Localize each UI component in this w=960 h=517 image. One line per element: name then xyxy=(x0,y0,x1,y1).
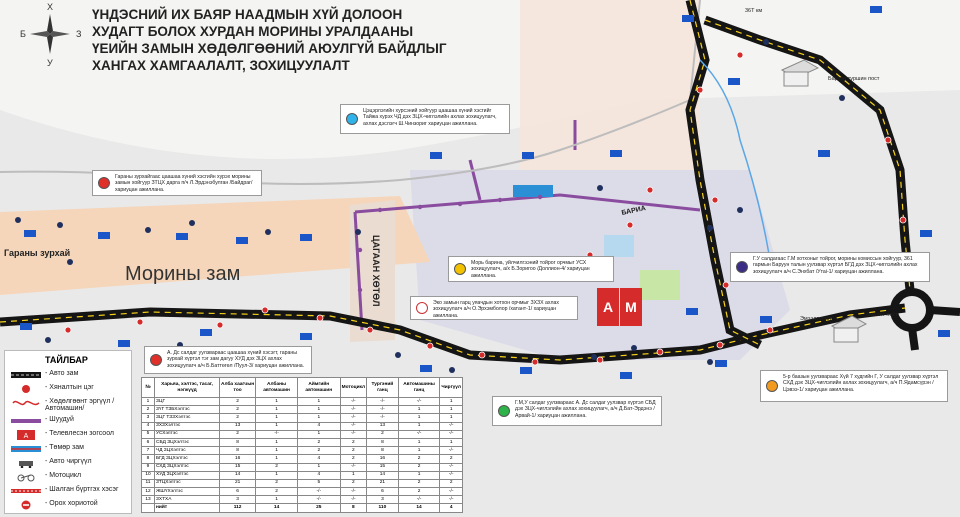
svg-text:А: А xyxy=(602,299,614,315)
table-cell: -/- xyxy=(340,488,366,496)
callout-text: Эко замын гарц уяачдын хотхон орчмыг ЗХЗХ ахлах зохицуулагч а/ч О.Эрхэмболор /хатант-1/ хариуцан ажиллана. xyxy=(433,300,559,319)
table-cell: -/- xyxy=(440,488,463,496)
table-cell: ХУД ЗЦХэлтэс xyxy=(155,471,220,479)
table-cell: 6 xyxy=(142,438,155,446)
tsagaan-hotol-label: ЦАГААН ХӨТӨЛ xyxy=(371,235,381,307)
callout-box xyxy=(760,370,948,402)
table-cell: 15 xyxy=(367,463,399,471)
table-row xyxy=(142,488,463,496)
title-line-1: ҮНДЭСНИЙ ИХ БАЯР НААДМЫН ХҮЙ ДОЛООН xyxy=(92,7,403,22)
marker-icon xyxy=(736,261,748,273)
table-cell: -/- xyxy=(297,488,340,496)
table-total-row xyxy=(142,504,463,512)
table-cell: -/- xyxy=(367,414,399,422)
table-header: Чиргүүл xyxy=(440,378,463,398)
table-cell: ЖШҮХэлтэс xyxy=(155,488,220,496)
callout-box xyxy=(92,170,262,196)
table-cell: нийт xyxy=(155,504,220,512)
table-cell: 1 xyxy=(398,438,440,446)
table-cell: 1 xyxy=(256,496,298,504)
compass-west: Б xyxy=(20,29,26,39)
table-cell: 1 xyxy=(256,398,298,406)
table-row xyxy=(142,455,463,463)
table-cell: -/- xyxy=(340,422,366,430)
table-cell: 16 xyxy=(367,455,399,463)
svg-text:М: М xyxy=(625,299,637,315)
table-cell: 1 xyxy=(398,422,440,430)
legend-item xyxy=(11,499,131,511)
table-cell: ЗХТХА xyxy=(155,496,220,504)
checkpoint-icon xyxy=(11,384,41,394)
marker-icon xyxy=(346,113,358,125)
table-row xyxy=(142,398,463,406)
legend-label: - Авто зам xyxy=(45,370,79,377)
table-cell: 2 xyxy=(256,479,298,487)
table-cell: 2 xyxy=(220,398,256,406)
table-cell: 2 xyxy=(440,479,463,487)
callout-box xyxy=(410,296,578,320)
table-cell: -/- xyxy=(398,496,440,504)
legend-item xyxy=(11,397,131,413)
table-row xyxy=(142,414,463,422)
title-line-3: ҮЕИЙН ЗАМЫН ХӨДӨЛГӨӨНИЙ АЮУЛГҮЙ БАЙДЛЫГ xyxy=(92,41,447,56)
legend-item xyxy=(11,443,131,455)
table-header: Тургэний ганц xyxy=(367,378,399,398)
east-post-label: Эмээлт пост xyxy=(800,316,832,322)
table-cell: 2 xyxy=(220,430,256,438)
horse-road-label: Морины зам xyxy=(125,263,241,285)
garani-zurhai-label: Гараны зурхай xyxy=(4,248,71,258)
legend-label: - Шалган бүртгэх хэсэг xyxy=(45,486,119,493)
table-cell: 112 xyxy=(220,504,256,512)
table-header: Албаны автомашин xyxy=(256,378,298,398)
table-cell: ЧД ЗЦХэлтэс xyxy=(155,447,220,455)
table-cell: 1 xyxy=(256,438,298,446)
table-cell: 13 xyxy=(142,496,155,504)
table-row xyxy=(142,463,463,471)
km-marker: 36Т км xyxy=(745,8,763,14)
table-cell: 8 xyxy=(340,504,366,512)
table-cell: 1 xyxy=(297,406,340,414)
callout-text: Г.У салдагаас Г.М хотхоныг тойрог, морины комиссын хойгуур, 361 гармын Баруун талын уулзвар хүртэл БГД дэх ЗЦХ-чиглэлийн ахлах зохицуулагч а/ч С.Энхбат /Утаі-1/ хариуцан ажиллана. xyxy=(753,256,918,275)
table-header: Мотоцикл xyxy=(340,378,366,398)
legend-item xyxy=(11,383,131,395)
road-icon xyxy=(11,370,41,380)
table-cell: 2 xyxy=(340,447,366,455)
table-cell: 8 xyxy=(220,447,256,455)
table-cell: 1 xyxy=(256,447,298,455)
table-cell: 2 xyxy=(340,455,366,463)
table-cell: 8 xyxy=(220,438,256,446)
table-cell: 9 xyxy=(142,463,155,471)
table-cell: 2 xyxy=(220,406,256,414)
table-cell: 4 xyxy=(142,422,155,430)
east-post-label-2: Эмээлт пост xyxy=(866,312,898,318)
table-cell: 2 xyxy=(367,430,399,438)
table-cell: 2 xyxy=(297,438,340,446)
table-row xyxy=(142,422,463,430)
table-cell: -/- xyxy=(340,414,366,422)
table-cell: 1 xyxy=(398,406,440,414)
legend-item xyxy=(11,369,131,381)
table-cell: -/- xyxy=(340,496,366,504)
table-cell: ЗҮГ ТЗБХэлтэс xyxy=(155,406,220,414)
table-cell: -/- xyxy=(440,447,463,455)
table-cell: 1 xyxy=(256,471,298,479)
table-header: № xyxy=(142,378,155,398)
marker-icon xyxy=(150,354,162,366)
callout-box xyxy=(730,252,930,282)
table-cell: 1 xyxy=(297,430,340,438)
table-cell: -/- xyxy=(440,496,463,504)
table-cell: 25 xyxy=(297,504,340,512)
table-cell: 2 xyxy=(297,447,340,455)
resource-table xyxy=(141,377,463,513)
table-cell: 1 xyxy=(297,414,340,422)
table-cell: 2 xyxy=(256,463,298,471)
table-cell: 4 xyxy=(297,422,340,430)
legend-item xyxy=(11,415,131,427)
table-cell: 2 xyxy=(440,455,463,463)
table-cell: 1 xyxy=(256,455,298,463)
table-cell: 1 xyxy=(440,414,463,422)
west-post-label: Баруун туршин пост xyxy=(828,76,880,82)
table-cell: 2 xyxy=(256,488,298,496)
inspection-icon xyxy=(11,486,41,496)
table-cell: -/- xyxy=(440,471,463,479)
callout-box xyxy=(492,396,662,426)
table-cell: 1 xyxy=(297,398,340,406)
legend-label: - Шуудуй xyxy=(45,416,74,423)
table-cell: -/- xyxy=(256,430,298,438)
table-cell: -/- xyxy=(398,398,440,406)
legend-label: - Хяналтын цэг xyxy=(45,384,94,391)
table-cell: 1 xyxy=(142,398,155,406)
compass-south: У xyxy=(47,58,53,68)
table-cell: 21 xyxy=(367,479,399,487)
table-cell: 3 xyxy=(220,496,256,504)
table-cell: 2 xyxy=(398,479,440,487)
legend-label: - Хөдөлгөөнт эргүүл /Автомашин/ xyxy=(45,398,115,412)
callout-text: Г.М,У салдаг уулзвараас А. Дс салдаг уулзвар хүртэл СБД дэх ЗЦХ-чиглэлийн ахлах зохицуулагч, а/ч Д.Бат-Эрдэнэ /Арвай-1/ хариуцан ажиллана. xyxy=(515,400,656,419)
table-cell: 21 xyxy=(220,479,256,487)
table-cell: 7 xyxy=(142,447,155,455)
no-entry-icon xyxy=(11,500,41,510)
callout-box xyxy=(144,346,312,374)
patrol-icon xyxy=(11,398,41,408)
table-cell: 13 xyxy=(220,422,256,430)
table-cell: ЗЦГ xyxy=(155,398,220,406)
table-cell: 8 xyxy=(142,455,155,463)
table-cell: 14 xyxy=(398,504,440,512)
table-cell: 2 xyxy=(340,438,366,446)
table-cell: 4 xyxy=(297,471,340,479)
table-header-row xyxy=(142,378,463,398)
table-cell: 16 xyxy=(220,455,256,463)
bariya-label: БАРИА xyxy=(620,204,647,217)
table-cell: УСХэлтэс xyxy=(155,430,220,438)
table-cell: 1 xyxy=(256,414,298,422)
table-cell: 1 xyxy=(398,447,440,455)
legend-item xyxy=(11,429,131,441)
table-cell: СХД ЗЦХэлтэс xyxy=(155,463,220,471)
table-row xyxy=(142,438,463,446)
marker-icon xyxy=(416,302,428,314)
compass-east: З xyxy=(76,29,82,39)
table-row xyxy=(142,496,463,504)
title-line-4: ХАНГАХ ХАМГААЛАЛТ, ЗОХИЦУУЛАЛТ xyxy=(92,58,350,73)
table-cell: 15 xyxy=(220,463,256,471)
compass-north: Х xyxy=(47,2,54,12)
table-cell: -/- xyxy=(367,398,399,406)
car-icon xyxy=(11,458,41,468)
table-cell: ЗЦГ ТЗЗХэлтэс xyxy=(155,414,220,422)
table-cell: -/- xyxy=(340,398,366,406)
parking-icon xyxy=(11,430,41,440)
railway-icon xyxy=(11,444,41,454)
table-cell: 3 xyxy=(367,496,399,504)
table-cell: 1 xyxy=(440,438,463,446)
table-cell: 14 xyxy=(220,471,256,479)
table-header: Автомашины ганц xyxy=(398,378,440,398)
table-cell: 1 xyxy=(398,414,440,422)
table-cell: 3 xyxy=(142,414,155,422)
table-cell: СБД ЗЦХэлтэс xyxy=(155,438,220,446)
table-cell: -/- xyxy=(297,496,340,504)
table-cell: 10 xyxy=(142,471,155,479)
table-cell: 1 xyxy=(256,406,298,414)
marker-icon xyxy=(766,380,778,392)
table-cell: 1 xyxy=(398,471,440,479)
marker-icon xyxy=(454,263,466,275)
table-cell: 5 xyxy=(297,479,340,487)
callout-text: Гараны зурхайгаас цаашаа хүний хэсгийн хурэх морины замын хойгуур ЗТЦХ дарга п/ч Л.Эрдэнэбулган /Байдраг/ хариуцан ажиллана. xyxy=(115,174,253,193)
table-cell: -/- xyxy=(340,406,366,414)
table-cell: 1 xyxy=(440,406,463,414)
map-title xyxy=(92,6,447,74)
table-cell: 6 xyxy=(220,488,256,496)
marker-icon xyxy=(498,405,510,417)
table-cell: 14 xyxy=(256,504,298,512)
marker-icon xyxy=(98,177,110,189)
callout-text: А. Дс салдаг уулзвараас цаашаа хүний хэсэгт, гараны зурхай хүртэл тэг зам дагуу ХУД дэх ЗЦХ ахлах зохицуулагч а/ч Б.Баттөгөл /Пуул-3/ хариуцан ажиллана. xyxy=(167,350,305,369)
callout-text: Цэцэрлэгийн хурсэний хойгуур цаашаа хүний хэсгийг Тайжа хурэх ЧД дэх ЗЦХ-чиглэлийн ахлах зохицуулагч, ахлах дэслэгч Ш.Чинзориг хариуцан ажиллана. xyxy=(363,108,497,127)
motorcycle-icon xyxy=(11,472,41,482)
table-row xyxy=(142,471,463,479)
table-cell: -/- xyxy=(340,430,366,438)
callout-text: Морь барина, уйлчилгээний тойрог орчмыг УСХ зохицуулагч, а/х Б.Зоригоо /Доллион-4/ хариуцан ажиллана. xyxy=(471,260,590,279)
table-cell: 2 xyxy=(142,406,155,414)
title-line-2: ХУДАГТ БОЛОХ ХУРДАН МОРИНЫ УРАЛДААНЫ xyxy=(92,24,414,39)
table-cell: ЗТЦХэлтэс xyxy=(155,479,220,487)
table-cell: -/- xyxy=(367,406,399,414)
callout-box xyxy=(340,104,510,134)
table-cell: 1 xyxy=(297,463,340,471)
table-header: Аймгийн автомашин xyxy=(297,378,340,398)
table-cell: 110 xyxy=(367,504,399,512)
legend-label: - Төмөр зам xyxy=(45,444,84,451)
table-cell: 4 xyxy=(440,504,463,512)
legend-label: - Орох хориотой xyxy=(45,500,98,507)
table-cell: -/- xyxy=(440,463,463,471)
table-cell: 4 xyxy=(297,455,340,463)
parking-blue xyxy=(513,185,553,197)
callout-box xyxy=(448,256,614,282)
road-south-exit xyxy=(912,328,915,350)
table-header: Алба хаагчын тоо xyxy=(220,378,256,398)
table-cell: 12 xyxy=(142,488,155,496)
table-cell: 8 xyxy=(367,447,399,455)
table-cell: 8 xyxy=(367,438,399,446)
table-cell: 1 xyxy=(256,422,298,430)
compass-rose xyxy=(20,2,82,68)
green-area xyxy=(640,270,680,300)
table-row xyxy=(142,430,463,438)
table-cell: 1 xyxy=(340,471,366,479)
table-row xyxy=(142,479,463,487)
legend-item xyxy=(11,457,131,469)
table-cell: 5 xyxy=(142,430,155,438)
legend-panel xyxy=(4,350,132,514)
table-cell: 14 xyxy=(367,471,399,479)
legend-item xyxy=(11,471,131,483)
table-cell: -/- xyxy=(440,422,463,430)
legend-label: - Телевлесэн зогсоол xyxy=(45,430,115,437)
legend-label: - Авто чиргүүл xyxy=(45,458,92,465)
legend-item xyxy=(11,485,131,497)
svg-text:A: A xyxy=(23,433,29,440)
table-cell: 2 xyxy=(398,455,440,463)
legend-title: ТАЙЛБАР xyxy=(45,355,88,365)
table-cell xyxy=(142,504,155,512)
table-cell: ЗХЗХэлтэс xyxy=(155,422,220,430)
table-cell: -/- xyxy=(440,430,463,438)
table-cell: 2 xyxy=(220,414,256,422)
table-cell: 2 xyxy=(340,479,366,487)
table-cell: БГД ЗЦХэлтэс xyxy=(155,455,220,463)
table-row xyxy=(142,447,463,455)
table-cell: 13 xyxy=(367,422,399,430)
table-cell: 11 xyxy=(142,479,155,487)
table-cell: 6 xyxy=(367,488,399,496)
table-cell: 1 xyxy=(440,398,463,406)
table-header: Харьяа, хэлтэс, тасаг, нэгжүүд xyxy=(155,378,220,398)
table-cell: -/- xyxy=(398,430,440,438)
legend-label: - Мотоцикл xyxy=(45,472,82,479)
blue-area xyxy=(604,235,634,257)
ditch-icon xyxy=(11,416,41,426)
callout-text: 5-р баазын уулзвараас Хүй 7 худгийн Г, У салдаг уулзвар хүртэл СХД дэх ЗЦХ-чиглэлийн ахлах зохицуулагч, а/ч П.Ядамсүрэн / Цэвээ-1/ хариуцан ажиллана. xyxy=(783,374,939,393)
table-cell: -/- xyxy=(340,463,366,471)
road-east-exit xyxy=(930,310,960,312)
table-cell: 2 xyxy=(398,488,440,496)
table-cell: 2 xyxy=(398,463,440,471)
compass-icon xyxy=(24,8,76,60)
table-row xyxy=(142,406,463,414)
